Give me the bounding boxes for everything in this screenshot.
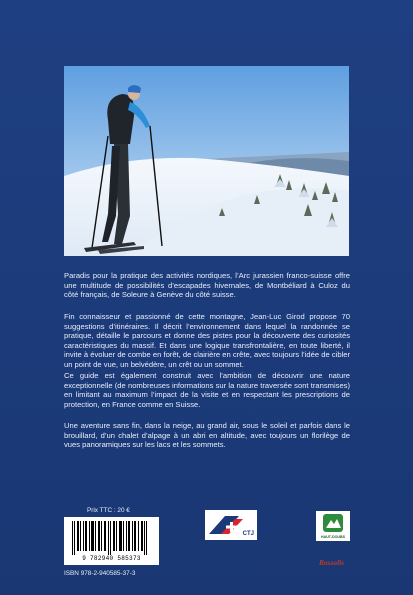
- snow-landscape-image: [64, 66, 349, 256]
- ctj-logo: [205, 510, 257, 540]
- description-paragraph-3: Ce guide est également construit avec l’ambition de découvrir une nature exceptionnelle (de nombreuses informations sur la nature traversée sont transmises) en limitant au maximum l’impact de la visite et en respectant les prescriptions de protection, en France comme en Suisse.: [64, 371, 350, 409]
- barcode-number: 9 782940 585373: [82, 555, 141, 562]
- haut-doubs-logo: [316, 511, 350, 541]
- cover-photo: [64, 66, 349, 256]
- description-paragraph-2: Fin connaisseur et passionné de cette montagne, Jean-Luc Girod propose 70 suggestions d’itinéraires. Il décrit l’environnement dans lequel la randonnée se pratique, détaille le parcours et donne des pistes pour la découverte des curiosités caractéristiques du massif. Et dans une logique transfrontalière, en toute liberté, il invite à évoluer de combe en forêt, de clairière en crête, avec toujours l’idée de cibler un point de vue, un belvédère, un crêt ou un sommet.: [64, 312, 350, 369]
- ctj-logo-text: CTJ: [242, 531, 254, 537]
- isbn-label: ISBN 978-2-940585-37-3: [64, 570, 136, 577]
- publisher-logo: Rossolis: [319, 558, 345, 567]
- description-paragraph-4: Une aventure sans fin, dans la neige, au grand air, sous le soleil et parfois dans le brouillard, d’un chalet d’alpage à un abri en altitude, avec toujours un florilège de vues panoramiques sur les lacs et les sommets.: [64, 421, 350, 450]
- price-label: Prix TTC : 20 €: [87, 507, 130, 514]
- haut-doubs-logo-text: HAUT-DOUBS: [321, 535, 345, 539]
- description-paragraph-1: Paradis pour la pratique des activités nordiques, l’Arc jurassien franco-suisse offre une multitude de possibilités d’escapades hivernales, de Montbéliard à Culoz du côté français, de Soleure à Genève du côté suisse.: [64, 271, 350, 300]
